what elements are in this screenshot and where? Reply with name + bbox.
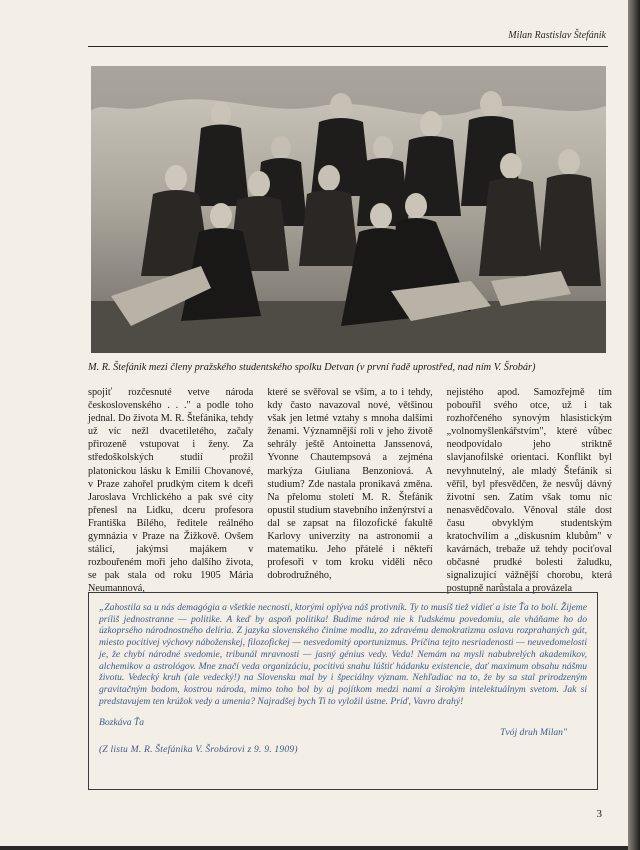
article-columns — [88, 386, 612, 595]
page-number: 3 — [596, 808, 602, 820]
group-photo-image — [91, 66, 606, 353]
article-column-2 — [267, 386, 432, 586]
letter-closing-right: Tvój druh Milan" — [500, 727, 567, 739]
letter-quote-box — [88, 592, 598, 790]
group-photo — [91, 66, 606, 353]
article-text-col2: které se svěřoval se vším, a to i tehdy, kdy často navazoval nové, většinou však jen letmé vztahy s mnoha dalšími ženami. Významnější roli v jeho životě sehrály ještě Antoinetta Janssenová, Yvonne Chautempsová a zejména markýza Giuliana Benzoniová. A studium? Zde nastala pronikavá změna. Na přelomu století M. R. Štefánik opustil studium stavebního inženýrství a dal se zapsat na filozofické fakultě Karlovy univerzity na astronomii a matematiku. Jeho přátelé i někteří profesoři v tom kroku viděli něco dobrodružného, — [267, 387, 433, 582]
article-column-3 — [446, 386, 612, 595]
article-text-col1: spojiť rozčesnuté vetve národa československého . . ." a podle toho jednal. Do života M. R. Štefánika, tehdy už víc nežl dvacetiletého, začaly přirozeně vstupovat i ženy. Za středoškolských studií prožil platonickou lásku k Emilii Chovanové, v Praze zahořel prudkým citem k dceři Jaroslava Vrchlického a pak své city přenesl na Lidku, dceru profesora Františka Bílého, ředitele reálného gymnázia v Praze na Žižkově. Ovšem stálicí, jakýmsi majákem v rozbouřeném moři jeho dalšího života, se pak stala od roku 1905 Mária Neumannová, — [88, 387, 254, 595]
letter-closing-left: Bozkáva Ťa — [99, 717, 145, 729]
article-text-col3: nejistého apod. Samozřejmě tím pobouřil svého otce, už i tak rozhořčeného synovým hlasistickým „volnomyšlenkářstvím", které vůbec neodpovídalo jeho striktně slavjanofilské orientaci. Konflikt byl nevyhnutelný, ale mladý Štefánik si věřil, byl přesvědčen, že nesvůj dávný životní sen. Zatím však tomu nic nenasvědčovalo. Věnoval stále dost času obvyklým studentským kratochvílím a „diskusním klubům" v kavárnách, trebaže už tehdy pociťoval občasné prudké bolesti žaludku, signalizující vážnější chorobu, která postupně narůstala a provázela — [446, 387, 612, 595]
header-rule — [88, 46, 608, 47]
letter-signature-row — [99, 717, 587, 738]
letter-source: (Z listu M. R. Štefánika V. Šrobárovi z 9. 9. 1909) — [99, 744, 298, 756]
photo-caption: M. R. Štefánik mezi členy pražského studentského spolku Detvan (v první řadě uprostřed, nad ním V. Šrobár) — [88, 362, 536, 373]
running-head: Milan Rastislav Štefánik — [508, 30, 606, 41]
binding-edge — [628, 0, 640, 850]
letter-text: „Zahostila sa u nás demagógia a všetkie necnosti, ktorými oplýva náš protivník. Ty to musíš tiež vidieť a iste Ťa to bolí. Žijeme príliš jednostranne — politike. A keď by aspoň politika! Budime národ nie k ľudskému povedomiu, ale vháňame ho do úzkoprsého národnostného delíria. Z jazyka slovenského činime modlu, zo zdravému demokratizmu oslavu rozprahaných gát, miesto pocitivej výchovy náboženskej, filozofickej — nesvedomitý oportunizmus. Príčina tejto nesriadenosti — neuvedomelosti je, že chybí národné svedomie, tribunál mravnosti — jasný génius vedy. Veda! Nemám na mysli nabubrelých akademikov, alchemikov a astrológov. Mne značí veda organizáciu, pocitivú snahu lúštiť hádanku existencie, dať maximum obsahu nášmu životu. Vedecký kruh (ale vedecký!) na Slovensku mal by i špeciálny význam. Nehľadiac na to, že by sa stal prirodzeným gravitačným bodom, kostrou národa, mimo toho bol by aj pojítkom medzi nami a širokým intelektuálnym svetom. Jak si predstavujem ten krúžok vedy a umenia? Najradšej bych Ti to vyložil ústne. Príď, Vavro drahý! — [99, 602, 587, 707]
article-column-1 — [88, 386, 254, 595]
